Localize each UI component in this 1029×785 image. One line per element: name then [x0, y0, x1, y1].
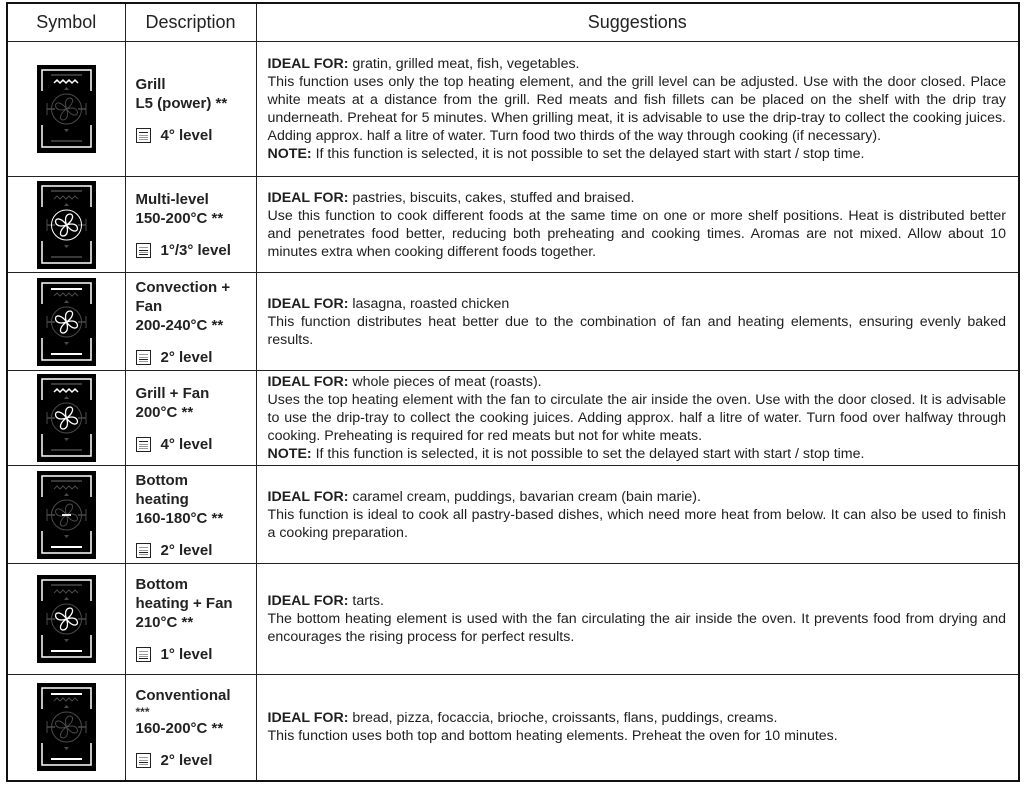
function-name-line: L5 (power) **	[135, 94, 228, 112]
function-temperature: 200°C **	[135, 403, 194, 421]
shelf-level-label: 2° level	[160, 541, 213, 559]
description-cell	[125, 564, 256, 675]
suggestion-text: This function uses only the top heating element, and the grill level can be adjusted. Use with the door closed. Place white meats at a distance from the grill. Red meats and fish fillets can be placed on the shelf with the drip tray underneath. Preheat for 5 minutes. When grilling meat, it is advisable to use the drip-tray to collect the cooking juices. Adding approx. half a litre of water. Turn food two thirds of the way through cooking (if necessary).	[267, 74, 1006, 144]
ideal-for-label: IDEAL FOR:	[267, 710, 349, 727]
shelf-level-icon	[136, 753, 151, 768]
function-name-line: Grill + Fan	[135, 384, 210, 402]
description-cell	[125, 273, 256, 371]
suggestion-text: The bottom heating element is used with the fan circulating the air inside the oven. It prevents food from drying and encourages the rising process for perfect results.	[267, 611, 1006, 645]
function-stars: ***	[135, 704, 150, 719]
ideal-for-text: bread, pizza, focaccia, brioche, croissants, flans, puddings, creams.	[352, 710, 778, 727]
ideal-for-label: IDEAL FOR:	[267, 593, 349, 609]
ideal-for-line	[268, 189, 1007, 207]
oven-multilevel-icon	[37, 181, 96, 269]
shelf-level-label: 4° level	[160, 435, 213, 453]
oven-grill-icon	[37, 65, 96, 153]
ideal-for-text: caramel cream, puddings, bavarian cream (bain marie).	[352, 488, 701, 505]
table-row	[7, 675, 1019, 781]
function-name-line: Multi-level	[135, 191, 209, 208]
function-name-line: Convection +	[135, 278, 231, 296]
suggestion-text: Uses the top heating element with the fan to circulate the air inside the oven. Use with the door closed. It is advisable to use the drip-tray to collect the cooking juices. Adding approx. half a litre of water. Turn food over halfway through cooking. Preheating is required for red meats but not for white meats.	[267, 392, 1006, 444]
shelf-level-label: 2° level	[160, 348, 213, 366]
ideal-for-text: lasagna, roasted chicken	[352, 295, 510, 312]
note-line	[268, 145, 1007, 163]
suggestion-text: Use this function to cook different foods at the same time on one or more shelf positions. Heat is distributed better and penetrates food better, reducing both preheating and cooking times. Aromas are not mixed. Allow about 10 minutes extra when cooking different foods together.	[267, 207, 1006, 260]
function-name-line: Fan	[135, 297, 163, 315]
suggestions-cell	[256, 564, 1019, 675]
suggestion-text: This function is ideal to cook all pastry-based dishes, which need more heat from below. It can also be used to finish a cooking preparation.	[267, 506, 1006, 541]
ideal-for-label: IDEAL FOR:	[267, 56, 349, 72]
oven-grill-fan-icon	[37, 374, 96, 462]
table-row	[7, 273, 1019, 371]
function-temperature: 200-240°C **	[135, 316, 224, 334]
shelf-level	[136, 349, 252, 366]
oven-bottom-heating-icon	[37, 471, 96, 559]
symbol-cell	[7, 42, 125, 177]
description-cell	[125, 466, 256, 564]
ideal-for-text: tarts.	[352, 593, 384, 609]
function-name-line: Grill	[135, 75, 166, 93]
suggestions-cell	[256, 42, 1019, 177]
shelf-level	[136, 127, 252, 144]
ideal-for-text: pastries, biscuits, cakes, stuffed and braised.	[352, 189, 635, 206]
note-line	[268, 445, 1007, 463]
ideal-for-label: IDEAL FOR:	[267, 295, 349, 312]
note-label: NOTE:	[267, 446, 312, 462]
description-cell	[125, 675, 256, 781]
table-row	[7, 177, 1019, 273]
shelf-level-label: 2° level	[160, 751, 213, 769]
ideal-for-line	[268, 55, 1007, 73]
oven-conventional-icon	[37, 683, 96, 771]
shelf-level-icon	[136, 128, 151, 143]
symbol-cell	[7, 564, 125, 675]
shelf-level	[136, 436, 252, 453]
suggestions-cell	[256, 177, 1019, 273]
shelf-level-label: 1°/3° level	[160, 242, 231, 259]
symbol-cell	[7, 273, 125, 371]
function-temperature: 150-200°C **	[135, 210, 224, 227]
shelf-level-label: 4° level	[160, 126, 213, 144]
suggestions-cell	[256, 466, 1019, 564]
suggestions-cell	[256, 371, 1019, 466]
function-name-line: heating + Fan	[135, 595, 233, 612]
function-temperature: 160-180°C **	[135, 509, 224, 527]
ideal-for-line	[268, 488, 1007, 506]
symbol-cell	[7, 466, 125, 564]
shelf-level	[136, 242, 252, 259]
table-row	[7, 466, 1019, 564]
shelf-level	[136, 752, 252, 769]
suggestions-cell	[256, 675, 1019, 781]
function-name-line: heating	[135, 490, 189, 508]
note-label: NOTE:	[267, 146, 312, 162]
note-text: If this function is selected, it is not possible to set the delayed start with start / stop time.	[315, 446, 865, 462]
function-temperature: 160-200°C **	[135, 719, 224, 737]
ideal-for-label: IDEAL FOR:	[267, 189, 349, 206]
suggestion-text: This function uses both top and bottom heating elements. Preheat the oven for 10 minutes.	[267, 728, 838, 745]
oven-convection-fan-icon	[37, 278, 96, 366]
shelf-level-icon	[136, 647, 151, 662]
ideal-for-line	[268, 373, 1007, 391]
header-suggestions: Suggestions	[256, 3, 1019, 42]
symbol-cell	[7, 371, 125, 466]
ideal-for-line	[268, 295, 1007, 313]
function-name-line: Bottom	[135, 471, 188, 489]
function-temperature: 210°C **	[135, 614, 194, 631]
function-name-line: Bottom	[135, 576, 188, 593]
ideal-for-line	[268, 592, 1007, 610]
description-cell	[125, 177, 256, 273]
shelf-level-icon	[136, 243, 151, 258]
shelf-level-icon	[136, 543, 151, 558]
ideal-for-label: IDEAL FOR:	[267, 374, 349, 390]
ideal-for-text: whole pieces of meat (roasts).	[352, 374, 542, 390]
shelf-level	[136, 646, 252, 663]
header-row	[7, 3, 1019, 42]
shelf-level	[136, 542, 252, 559]
oven-bottom-heating-fan-icon	[37, 575, 96, 663]
function-name-line: Conventional	[135, 686, 231, 704]
ideal-for-text: gratin, grilled meat, fish, vegetables.	[352, 56, 580, 72]
shelf-level-icon	[136, 437, 151, 452]
oven-functions-table	[6, 2, 1020, 782]
header-description: Description	[125, 3, 256, 42]
header-symbol: Symbol	[7, 3, 125, 42]
suggestions-cell	[256, 273, 1019, 371]
shelf-level-icon	[136, 350, 151, 365]
table-row	[7, 42, 1019, 177]
ideal-for-label: IDEAL FOR:	[267, 488, 349, 505]
description-cell	[125, 371, 256, 466]
symbol-cell	[7, 675, 125, 781]
table-row	[7, 371, 1019, 466]
shelf-level-label: 1° level	[160, 646, 213, 663]
symbol-cell	[7, 177, 125, 273]
table-row	[7, 564, 1019, 675]
description-cell	[125, 42, 256, 177]
suggestion-text: This function distributes heat better due to the combination of fan and heating elements, ensuring evenly baked results.	[267, 313, 1006, 348]
note-text: If this function is selected, it is not possible to set the delayed start with start / stop time.	[315, 146, 865, 162]
ideal-for-line	[268, 709, 1007, 727]
